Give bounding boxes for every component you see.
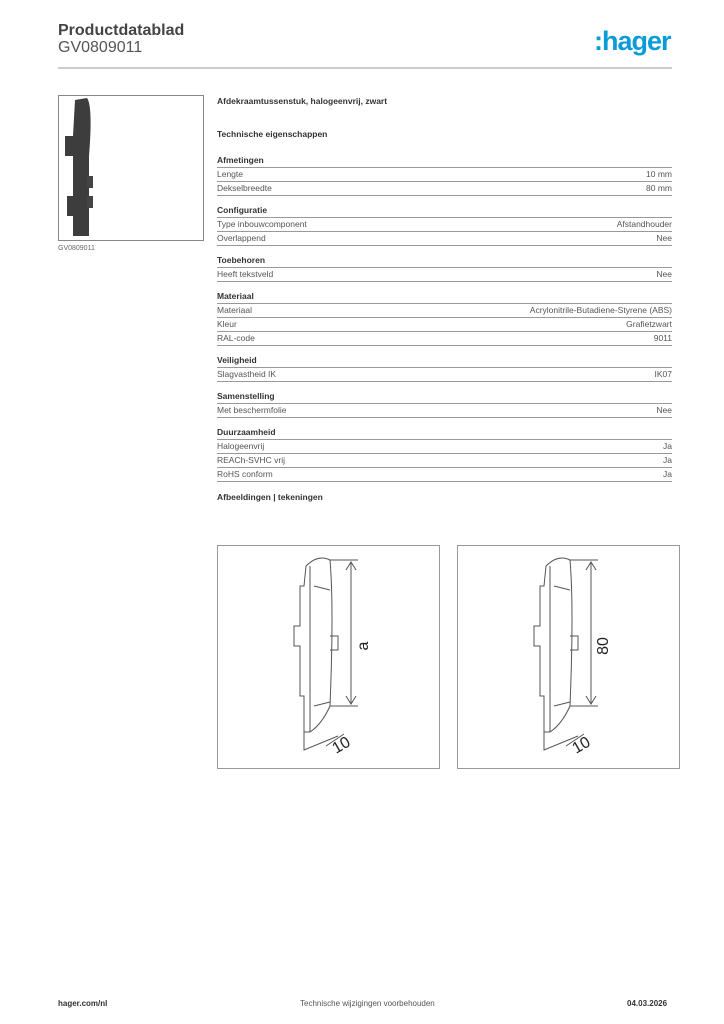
spec-row — [217, 268, 672, 282]
height-dimension: a — [355, 641, 372, 651]
page-title: Productdatablad — [58, 22, 185, 39]
spec-label: Materiaal — [217, 305, 252, 315]
section-title: Configuratie — [217, 205, 672, 218]
spec-label: RoHS conform — [217, 469, 273, 479]
spec-row — [217, 304, 672, 318]
spec-label: Met beschermfolie — [217, 405, 287, 415]
drawing-2 — [457, 545, 680, 769]
spec-value: Nee — [656, 233, 672, 243]
spec-label: RAL-code — [217, 333, 255, 343]
spec-section — [217, 427, 672, 482]
spec-section — [217, 205, 672, 246]
spec-value: 80 mm — [646, 183, 672, 193]
spec-value: Ja — [663, 455, 672, 465]
tech-heading: Technische eigenschappen — [217, 129, 328, 139]
spec-row — [217, 404, 672, 418]
hager-logo: :hager — [594, 26, 671, 56]
spec-label: Halogeenvrij — [217, 441, 265, 451]
spec-value: Ja — [663, 469, 672, 479]
product-image — [58, 95, 204, 241]
spec-row — [217, 168, 672, 182]
drawing-1 — [217, 545, 440, 769]
spec-label: Heeft tekstveld — [217, 269, 274, 279]
spec-row — [217, 468, 672, 482]
spec-label: Lengte — [217, 169, 243, 179]
spec-row — [217, 440, 672, 454]
spec-label: Type inbouwcomponent — [217, 219, 307, 229]
spec-value: Nee — [656, 269, 672, 279]
spec-row — [217, 182, 672, 196]
spec-row — [217, 454, 672, 468]
spec-row — [217, 332, 672, 346]
spec-value: 10 mm — [646, 169, 672, 179]
spec-value: Acrylonitrile-Butadiene-Styrene (ABS) — [529, 305, 672, 315]
spec-row — [217, 218, 672, 232]
drawings-heading: Afbeeldingen | tekeningen — [217, 492, 323, 502]
spec-row — [217, 232, 672, 246]
width-dimension: 10 — [329, 733, 354, 758]
section-title: Duurzaamheid — [217, 427, 672, 440]
spec-section — [217, 155, 672, 196]
section-title: Veiligheid — [217, 355, 672, 368]
footer-date: 04.03.2026 — [627, 999, 668, 1008]
spec-label: REACh-SVHC vrij — [217, 455, 286, 465]
spec-value: Grafietzwart — [626, 319, 672, 329]
spec-label: Overlappend — [217, 233, 266, 243]
spec-label: Dekselbreedte — [217, 183, 272, 193]
spec-value: Nee — [656, 405, 672, 415]
spec-value: IK07 — [654, 369, 672, 379]
spec-section — [217, 355, 672, 382]
spec-section — [217, 391, 672, 418]
image-caption: GV0809011 — [58, 245, 95, 252]
section-title: Samenstelling — [217, 391, 672, 404]
footer-website[interactable]: hager.com/nl — [58, 999, 108, 1008]
spec-section — [217, 255, 672, 282]
spec-section — [217, 291, 672, 346]
spec-sections — [217, 155, 672, 482]
section-title: Afmetingen — [217, 155, 672, 168]
spec-row — [217, 368, 672, 382]
header-divider — [58, 67, 672, 69]
spec-value: Afstandhouder — [616, 219, 672, 229]
height-dimension: 80 — [595, 637, 612, 655]
product-code: GV0809011 — [58, 39, 143, 56]
spec-label: Slagvastheid IK — [217, 369, 277, 379]
spec-label: Kleur — [217, 319, 237, 329]
spec-value: 9011 — [653, 333, 672, 343]
spec-column — [217, 96, 672, 502]
spec-row — [217, 318, 672, 332]
section-title: Toebehoren — [217, 255, 672, 268]
footer-note: Technische wijzigingen voorbehouden — [300, 999, 435, 1008]
product-description: Afdekraamtussenstuk, halogeenvrij, zwart — [217, 96, 388, 106]
section-title: Materiaal — [217, 291, 672, 304]
spec-value: Ja — [663, 441, 672, 451]
width-dimension: 10 — [569, 733, 594, 758]
